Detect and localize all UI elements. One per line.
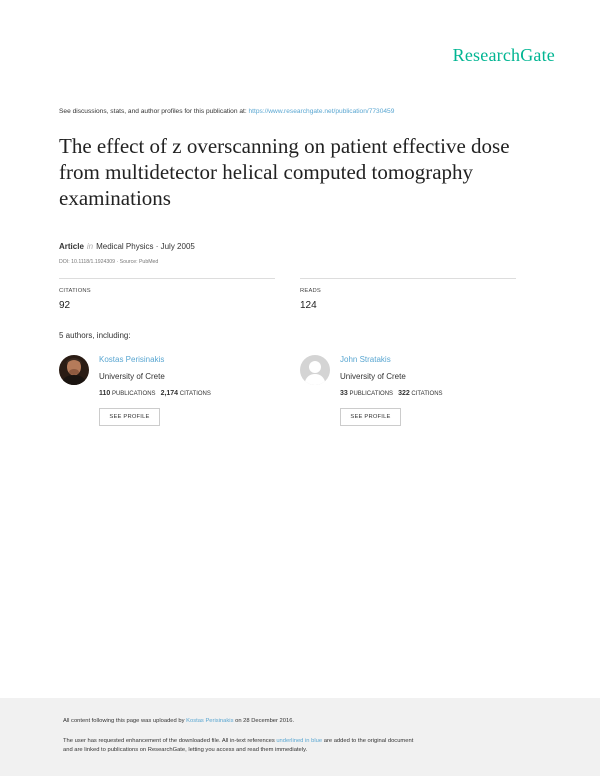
enhancement-notice bbox=[63, 738, 413, 744]
reads-label: READS bbox=[300, 288, 321, 294]
author-stats bbox=[340, 390, 443, 397]
author-citations-count: 2,174 bbox=[160, 390, 179, 397]
discussion-text: See discussions, stats, and author profiles for this publication at: bbox=[59, 108, 249, 115]
publication-title: The effect of z overscanning on patient effective dose from multidetector helical computed tomography examinations bbox=[59, 134, 510, 210]
in-label: in bbox=[86, 242, 94, 251]
publication-meta bbox=[59, 242, 195, 251]
upload-notice bbox=[63, 718, 294, 724]
author-citations-label: CITATIONS bbox=[179, 391, 211, 397]
author-institution: University of Crete bbox=[340, 372, 406, 381]
author-citations-label: CITATIONS bbox=[411, 391, 443, 397]
reads-value: 124 bbox=[300, 300, 317, 311]
see-profile-button[interactable]: SEE PROFILE bbox=[340, 408, 401, 426]
author-stats bbox=[99, 390, 211, 397]
upload-prefix: All content following this page was uploaded by bbox=[63, 718, 187, 724]
notice-suffix: are added to the original document bbox=[322, 738, 414, 744]
author-citations-count: 322 bbox=[398, 390, 410, 397]
enhancement-notice-line2: and are linked to publications on ResearchGate, letting you access and read them immediately. bbox=[63, 747, 308, 753]
author-avatar-photo[interactable] bbox=[59, 355, 89, 385]
author-name-link[interactable]: Kostas Perisinakis bbox=[99, 355, 165, 364]
article-type: Article bbox=[59, 242, 84, 251]
upload-suffix: on 28 December 2016. bbox=[233, 718, 295, 724]
underlined-link[interactable]: underlined in blue bbox=[276, 738, 323, 744]
journal-date: Medical Physics · July 2005 bbox=[96, 242, 195, 251]
author-name-link[interactable]: John Stratakis bbox=[340, 355, 391, 364]
author-institution: University of Crete bbox=[99, 372, 165, 381]
discussion-line bbox=[59, 108, 394, 115]
researchgate-logo[interactable]: ResearchGate bbox=[452, 45, 555, 65]
publications-count: 33 bbox=[340, 390, 348, 397]
uploader-link[interactable]: Kostas Perisinakis bbox=[186, 718, 234, 724]
citations-divider bbox=[59, 278, 275, 279]
publications-label: PUBLICATIONS bbox=[111, 391, 156, 397]
doi-source: DOI: 10.1118/1.1924309 · Source: PubMed bbox=[59, 259, 159, 265]
citations-label: CITATIONS bbox=[59, 288, 91, 294]
publications-label: PUBLICATIONS bbox=[349, 391, 394, 397]
publications-count: 110 bbox=[99, 390, 111, 397]
see-profile-button[interactable]: SEE PROFILE bbox=[99, 408, 160, 426]
citations-value: 92 bbox=[59, 300, 71, 311]
notice-prefix: The user has requested enhancement of the downloaded file. All in-text references bbox=[63, 738, 277, 744]
publication-url-link[interactable]: https://www.researchgate.net/publication/7730459 bbox=[248, 108, 395, 115]
authors-heading: 5 authors, including: bbox=[59, 331, 131, 340]
author-avatar-placeholder[interactable] bbox=[300, 355, 330, 385]
footer-notice bbox=[0, 698, 600, 776]
reads-divider bbox=[300, 278, 516, 279]
